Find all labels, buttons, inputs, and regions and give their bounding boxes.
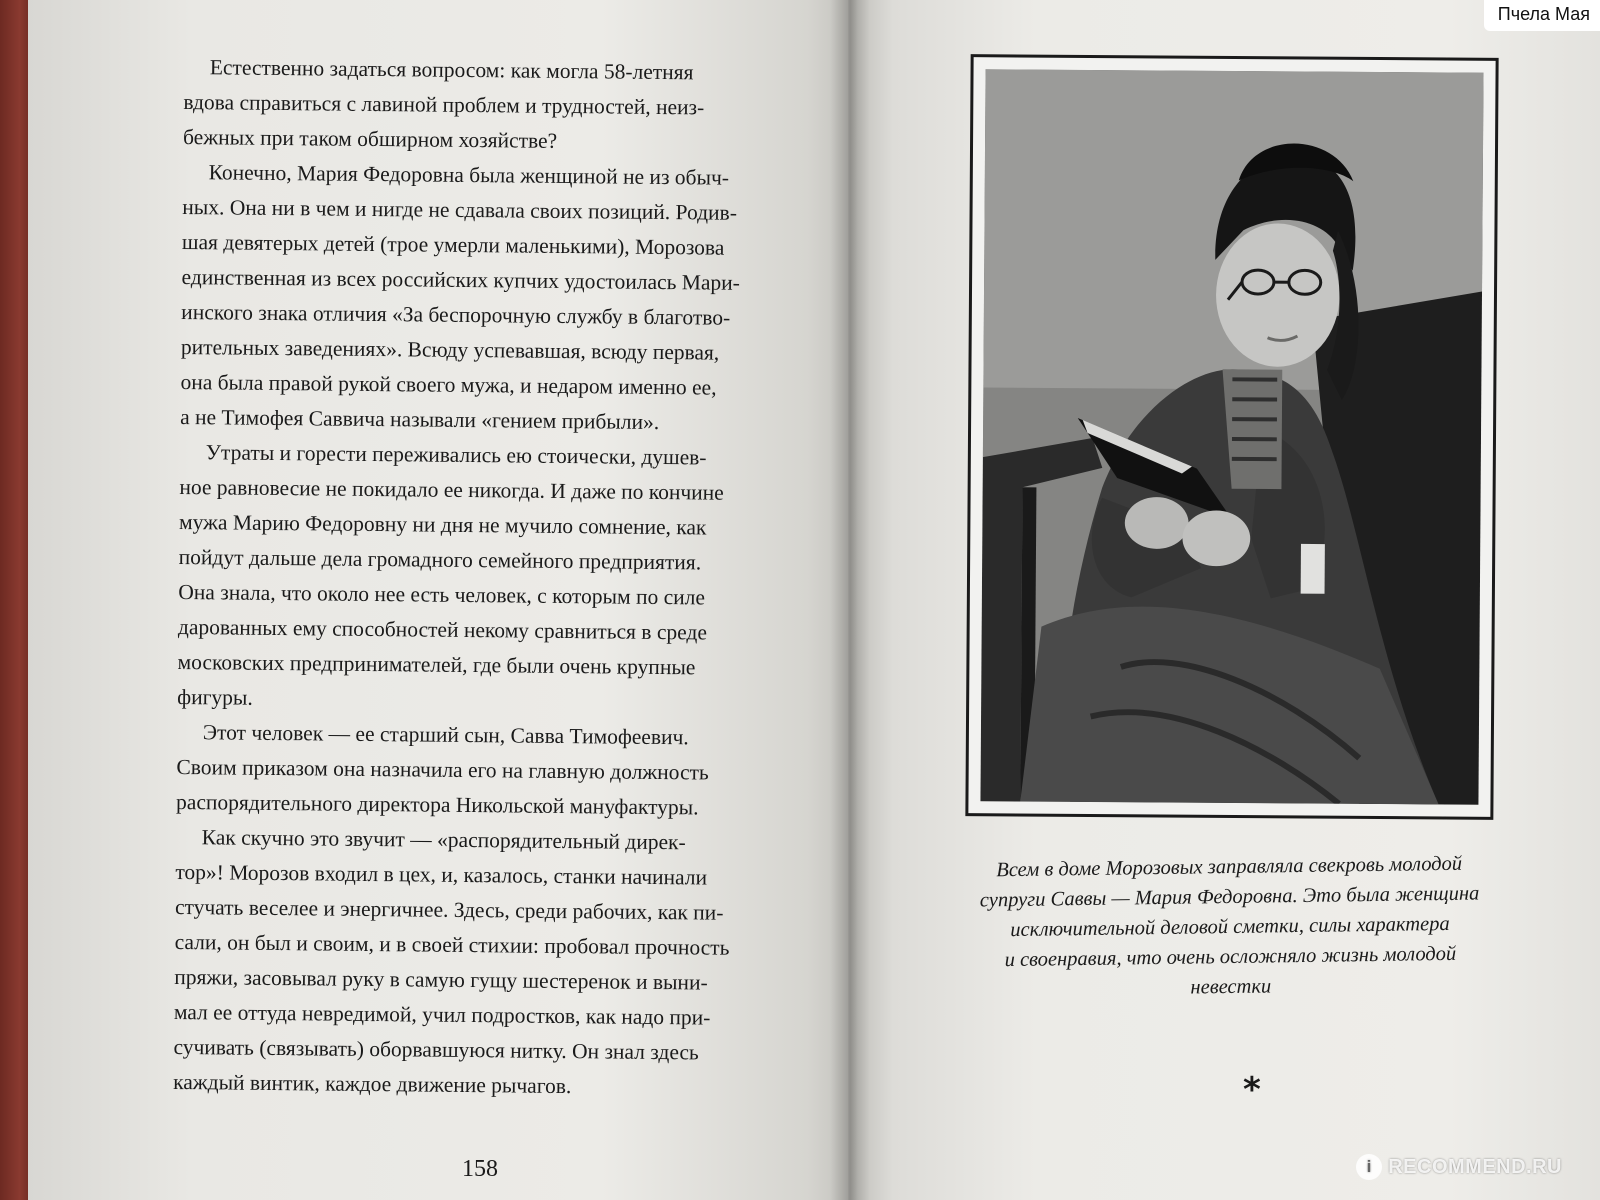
text-line: Конечно, Мария Федоровна была женщиной не из обыч- — [208, 160, 730, 190]
photo-caption — [939, 848, 1521, 1006]
portrait-frame — [965, 54, 1498, 820]
text-line: московских предпринимателей, где были очень крупные — [177, 649, 696, 680]
text-line: Она знала, что около нее есть человек, с которым по силе — [178, 579, 706, 610]
portrait-photo-icon — [980, 69, 1483, 804]
site-watermark — [1356, 1154, 1562, 1180]
caption-line: и своенравия, что очень осложняло жизнь молодой — [1004, 942, 1457, 972]
text-line: она была правой рукой своего мужа, и недаром именно ее, — [180, 369, 717, 400]
text-line: единственная из всех российских купчих удостоилась Мари- — [181, 264, 741, 295]
paragraph — [183, 50, 784, 161]
text-line: фигуры. — [177, 684, 253, 710]
text-line: мал ее оттуда невредимой, учил подростков, как надо при- — [173, 999, 711, 1030]
paragraph — [173, 820, 776, 1106]
page-number: 158 — [462, 1156, 498, 1182]
paragraph — [177, 435, 780, 721]
paragraph — [176, 715, 777, 826]
text-line: ных. Она ни в чем и нигде не сдавала своих позиций. Родив- — [182, 194, 738, 225]
text-line: мужа Марию Федоровну ни дня не мучило сомнение, как — [178, 509, 707, 540]
section-ornament: * — [1243, 1070, 1261, 1110]
text-line: Своим приказом она назначила его на главную должность — [176, 754, 709, 785]
text-line: Утраты и горести переживались ею стоически, душев- — [205, 440, 707, 470]
user-watermark: Пчела Мая — [1484, 0, 1600, 31]
text-line: каждый винтик, каждое движение рычагов. — [173, 1069, 572, 1099]
text-line: распорядительного директора Никольской мануфактуры. — [175, 789, 699, 820]
site-logo-text: RECOMMEND.RU — [1388, 1155, 1562, 1178]
caption-line: Всем в доме Морозовых заправляла свекровь молодой — [996, 852, 1463, 882]
portrait-photo — [980, 69, 1483, 804]
text-line: вдова справиться с лавиной проблем и трудностей, неиз- — [183, 89, 705, 120]
text-line: пряжи, засовывал руку в самую гущу шестеренок и выни- — [174, 964, 708, 995]
text-line: Как скучно это звучит — «распорядительный дирек- — [201, 825, 686, 855]
text-line: а не Тимофея Саввича называли «гением прибыли». — [180, 404, 660, 434]
text-line: сали, он был и своим, и в своей стихии: пробовал прочность — [174, 929, 730, 960]
text-line: рительных заведениях». Всюду успевавшая, всюду первая, — [180, 334, 720, 365]
recommend-logo-icon: i — [1356, 1154, 1382, 1180]
text-line: дарованных ему способностей некому сравниться в среде — [177, 614, 708, 645]
text-line: пойдут дальше дела громадного семейного предприятия. — [178, 544, 702, 575]
text-line: сучивать (связывать) оборвавшуюся нитку. Он знал здесь — [173, 1034, 699, 1065]
text-line: Естественно задаться вопросом: как могла 58-летняя — [209, 55, 694, 85]
text-line: шая девятерых детей (трое умерли маленькими), Морозова — [181, 229, 725, 260]
caption-line: исключительной деловой сметки, силы характера — [1010, 912, 1450, 942]
caption-line: супруги Саввы — Мария Федоровна. Это была женщина — [979, 882, 1480, 912]
text-line: стучать веселее и энергичнее. Здесь, среди рабочих, как пи- — [174, 894, 724, 925]
caption-line: невестки — [1190, 975, 1272, 999]
text-line: тор»! Морозов входил в цех, и, казалось, станки начинали — [175, 859, 708, 890]
text-line: бежных при таком обширном хозяйстве? — [182, 124, 558, 153]
book-gutter — [830, 0, 870, 1200]
left-page-text — [173, 50, 784, 1106]
text-line: ное равновесие не покидало ее никогда. И даже по кончине — [179, 474, 724, 505]
text-line: Этот человек — ее старший сын, Савва Тимофеевич. — [202, 720, 689, 750]
text-line: инского знака отличия «За беспорочную службу в благотво- — [181, 299, 731, 330]
paragraph — [180, 155, 783, 441]
